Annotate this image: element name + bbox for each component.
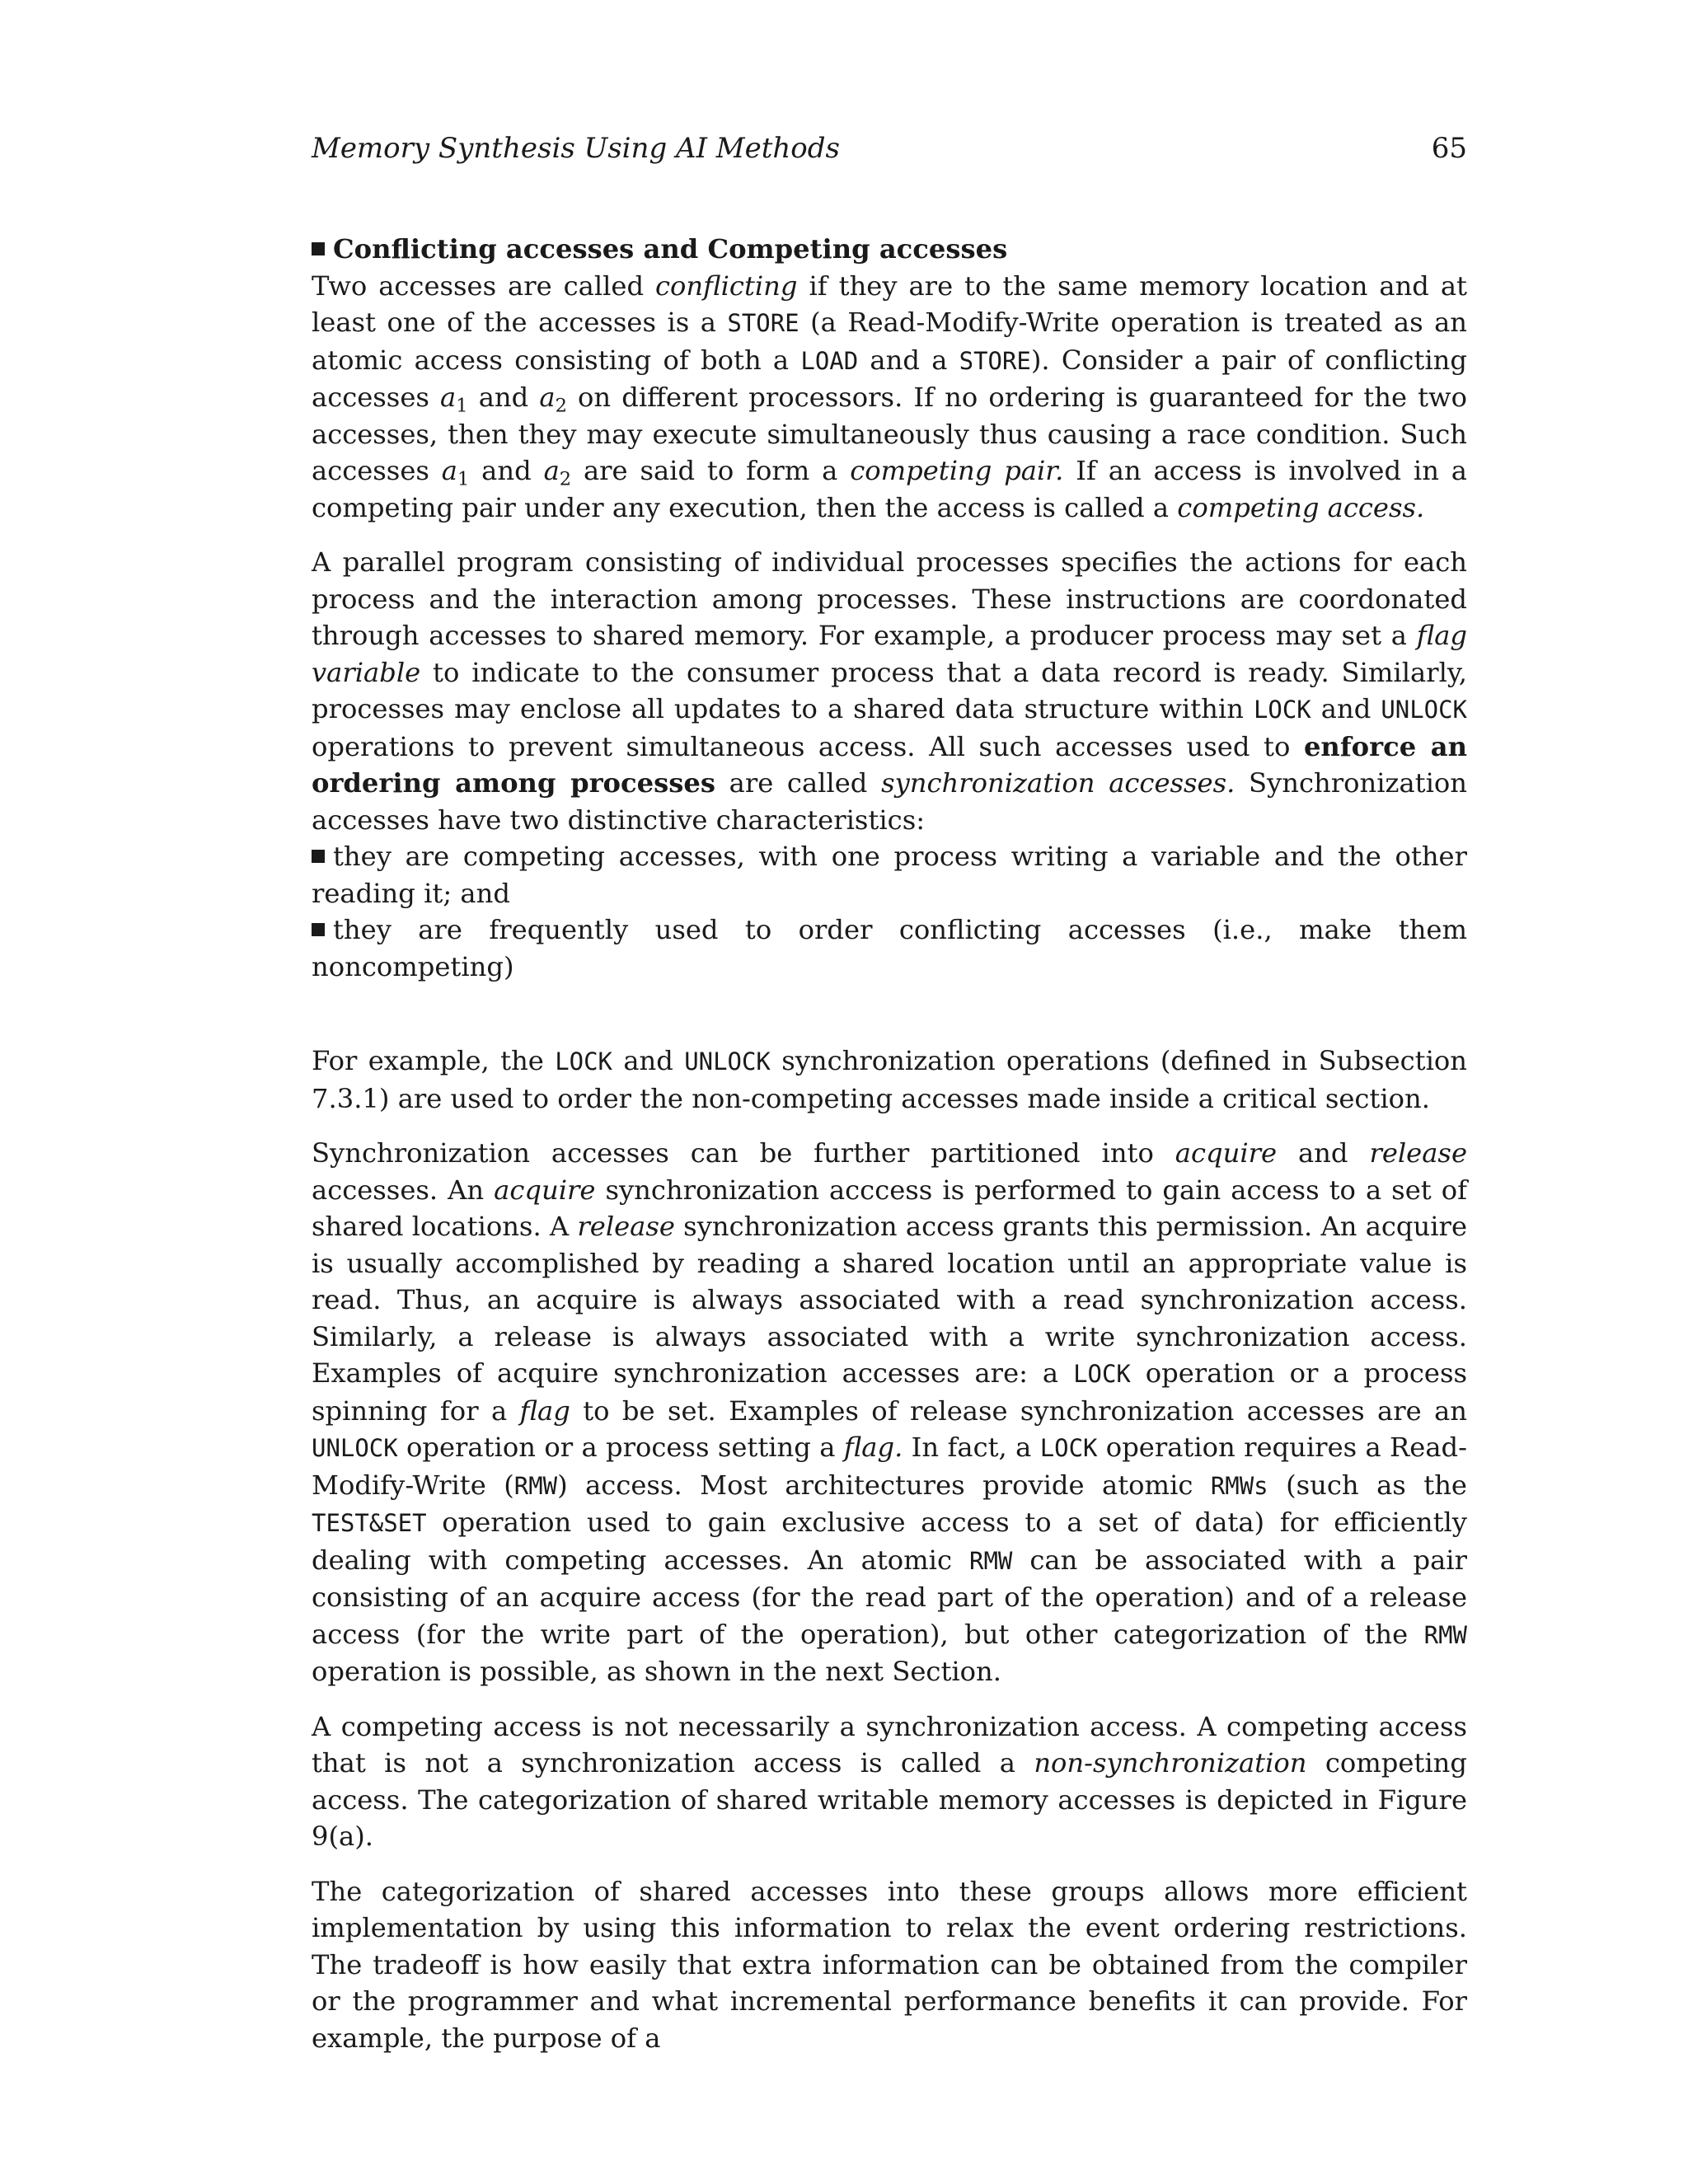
code-term: UNLOCK [684,1047,771,1076]
text-run: (such as the [1268,1469,1467,1501]
bold-term: enforce an ordering among processes [312,730,1467,799]
code-term: LOCK [1039,1434,1098,1462]
paragraph-lock-example [312,1043,1467,1117]
characteristics-list [312,838,1467,985]
text-run: A competing access is not necessarily a synchronization access. A competing access that is not a synchronization access is called a [312,1710,1467,1779]
code-term: RMWs [1210,1471,1268,1500]
text-run: operation used to gain exclusive access to a set of data) for efficiently dealing with competing accesses. An atomic [312,1507,1467,1576]
list-item-text: they are competing accesses, with one process writing a variable and the other reading it; and [312,841,1467,909]
emphasis-term: non-synchronization [1034,1747,1307,1779]
text-run: synchronization operations (defined in Subsection 7.3.1) are used to order the non-competing accesses made inside a critical section. [312,1045,1467,1114]
subscript: 2 [559,468,572,490]
list-item-text: they are frequently used to order conflicting accesses (i.e., make them noncompeting) [312,914,1467,982]
emphasis-term: synchronization accesses. [881,767,1236,799]
text-run: operation is possible, as shown in the next Section. [312,1656,1002,1687]
emphasis-term: release [577,1211,675,1242]
text-run: if they are to the same memory location and at least one of the accesses is a [312,269,1467,338]
emphasis-term: conflicting [655,269,798,302]
code-term: UNLOCK [312,1434,398,1462]
text-run: (a Read-Modify-Write operation is treated as an atomic access consisting of both a [312,307,1467,376]
paragraph-categorization [312,1873,1467,2057]
paragraph-synchronization [312,544,1467,838]
text-run: accesses. An [312,1174,495,1206]
paragraph-acquire-release [312,1135,1467,1690]
section-heading: Conflicting accesses and Competing accesses [333,233,1008,265]
bullet-square-icon [312,923,325,936]
text-run: synchronization acccess is performed to gain access to a set of shared locations. A [312,1174,1467,1242]
code-term: RMW [1423,1620,1467,1649]
text-run: are called [715,767,882,799]
emphasis-term: acquire [494,1174,596,1206]
running-header [312,130,1467,166]
running-title: Memory Synthesis Using AI Methods [312,132,840,165]
code-term: STORE [959,346,1031,375]
text-run: and [1311,693,1381,724]
text-run: ) access. Most architectures provide atomic [557,1469,1211,1501]
text-run: operations to prevent simultaneous access. All such accesses used to [312,730,1304,762]
text-run: and [467,382,540,413]
text-run: and [469,455,544,486]
code-term: TEST&SET [312,1509,427,1537]
code-term: RMW [969,1546,1013,1575]
text-run: ). Consider a pair of conflicting accesses [312,344,1467,413]
code-term: STORE [727,309,799,337]
emphasis-term: a [440,382,457,413]
list-item [312,838,1467,912]
text-run: For example, the [312,1045,556,1076]
bullet-square-icon [312,242,325,255]
text-run: synchronization access grants this permission. An acquire is usually accomplished by reading a shared location until an appropriate value is read. Thus, an acquire is always associated with a read synchronization access. Similarly, a release is always associated with a write synchronization access. Examples of acquire synchronization accesses are: a [312,1211,1467,1389]
emphasis-term: flag. [843,1432,903,1463]
text-run: Synchronization accesses have two distinctive characteristics: [312,767,1467,836]
text-run: can be associated with a pair consisting of an acquire access (for the read part of the operation) and of a release access (for the write part of the operation), but other categorization of the [312,1544,1467,1650]
emphasis-term: a [441,455,457,486]
code-term: LOCK [1073,1360,1131,1388]
text-run: The categorization of shared accesses into these groups allows more efficient implementation by using this information to relax the event ordering restrictions. The tradeoff is how easily that extra information can be obtained from the compiler or the programmer and what incremental performance benefits it can provide. For example, the purpose of a [312,1875,1467,2054]
emphasis-term: acquire [1175,1137,1278,1169]
subscript: 2 [555,395,567,417]
emphasis-term: competing pair. [850,455,1064,486]
text-run: operation or a process spinning for a [312,1357,1467,1427]
code-term: UNLOCK [1381,696,1467,724]
section-heading-line [312,231,1467,268]
text-run: are said to form a [571,455,851,486]
paragraph-conflicting [312,268,1467,527]
text-run: and a [858,344,959,376]
code-term: RMW [513,1471,558,1500]
subscript: 1 [457,468,470,490]
text-run: competing access. The categorization of shared writable memory accesses is depicted in Figure 9(a). [312,1747,1467,1852]
text-run: operation requires a Read-Modify-Write ( [312,1432,1467,1501]
text-run: Synchronization accesses can be further partitioned into [312,1137,1175,1169]
page-number: 65 [1431,132,1467,165]
text-run: and [1277,1137,1370,1169]
code-term: LOCK [555,1047,612,1076]
emphasis-term: release [1369,1137,1467,1169]
text-run: to indicate to the consumer process that a data record is ready. Similarly, processes may enclose all updates to a shared data structure within [312,656,1467,724]
text-run: to be set. Examples of release synchronization accesses are an [570,1394,1467,1427]
subscript: 1 [456,395,468,417]
text-run: A parallel program consisting of individual processes specifies the actions for each process and the interaction among processes. These instructions are coordonated through accesses to shared memory. For example, a producer process may set a [312,546,1467,651]
bullet-square-icon [312,850,325,863]
emphasis-term: a [543,455,560,486]
text-run: on different processors. If no ordering is guaranteed for the two accesses, then they may execute simultaneously thus causing a race condition. Such accesses [312,382,1467,486]
emphasis-term: a [539,382,556,413]
paragraph-competing-access [312,1708,1467,1855]
emphasis-term: flag variable [312,620,1467,688]
text-run: Two accesses are called [312,269,656,302]
code-term: LOCK [1253,696,1311,724]
text-run: If an access is involved in a competing pair under any execution, then the access is called a [312,455,1467,523]
text-run: and [612,1045,685,1076]
emphasis-term: flag [519,1394,570,1427]
list-item [312,912,1467,985]
text-run: operation or a process setting a [397,1432,844,1463]
code-term: LOAD [800,346,859,375]
emphasis-term: competing access. [1177,491,1425,523]
text-run: In fact, a [903,1432,1040,1463]
body-text [312,231,1467,2056]
